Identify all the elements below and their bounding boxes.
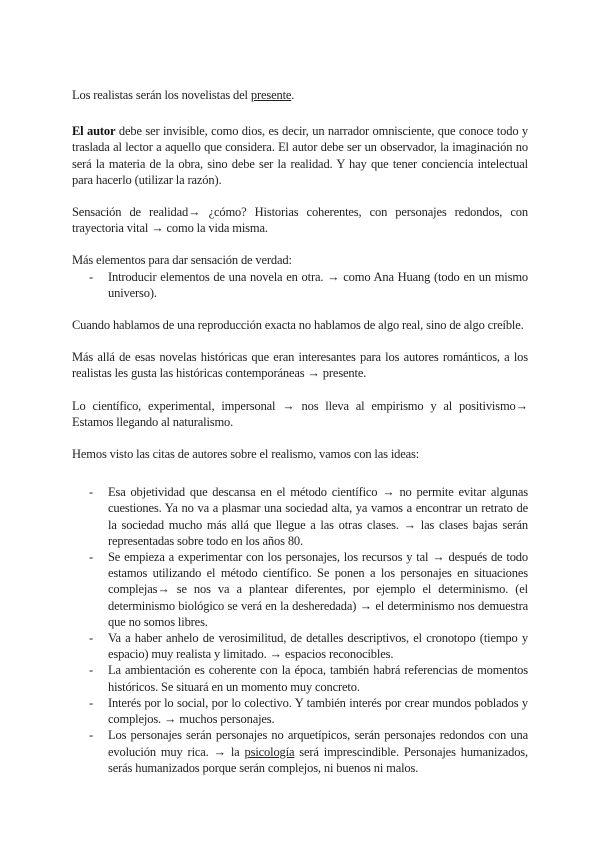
list-item: - Va a haber anhelo de verosimilitud, de detalles descriptivos, el cronotopo (tiempo y espacio) muy realista y limitado. → espacios reconocibles. <box>89 631 528 662</box>
list-ideas <box>72 484 528 776</box>
paragraph-sensacion: Sensación de realidad→ ¿cómo? Historias coherentes, con personajes redondos, con trayectoria vital → como la vida misma. <box>72 205 528 236</box>
list-item: - Se empieza a experimentar con los personajes, los recursos y tal → después de todo estamos utilizando el método científico. Se ponen a los personajes en situaciones complejas→ se nos va a plantear diferentes, por ejemplo el determinismo. (el determinismo biológico se verá en la desheredada) → el determinismo nos demuestra que no somos libres. <box>89 550 528 629</box>
document-page <box>72 87 528 776</box>
list-elementos <box>72 269 528 301</box>
psicologia-link[interactable]: psicología <box>244 744 295 759</box>
paragraph-reproduccion: Cuando hablamos de una reproducción exacta no hablamos de algo real, sino de algo creíble. <box>72 318 524 333</box>
list-item: - Introducir elementos de una novela en otra. → como Ana Huang (todo en un mismo universo). <box>89 269 528 300</box>
list-item: - Esa objetividad que descansa en el método científico → no permite evitar algunas cuestiones. Ya no va a plasmar una sociedad alta, ya vamos a encontrar un retrato de la sociedad mucho más allá que llegue a las otras clases. → las clases bajas serán representadas sobre todo en los años 80. <box>89 485 528 548</box>
paragraph-cientifico: Lo científico, experimental, impersonal → nos lleva al empirismo y al positivismo→ Estamos llegando al naturalismo. <box>72 398 528 429</box>
paragraph-elementos: Más elementos para dar sensación de verdad: <box>72 253 292 268</box>
paragraph-historicas: Más allá de esas novelas históricas que eran interesantes para los autores románticos, a los realistas les gusta las históricas contemporáneas → presente. <box>72 350 528 381</box>
list-item: - La ambientación es coherente con la época, también habrá referencias de momentos históricos. Se situará en un momento muy concreto. <box>89 663 528 694</box>
list-item: - Los personajes serán personajes no arquetípicos, serán personajes redondos con una evolución muy rica. → la psicología será imprescindible. Personajes humanizados, serás humanizados porque serán complejos, ni buenos ni malos. <box>89 728 528 775</box>
paragraph-ideas: Hemos visto las citas de autores sobre el realismo, vamos con las ideas: <box>72 447 420 462</box>
list-item: - Interés por lo social, por lo colectivo. Y también interés por crear mundos poblados y complejos. → muchos personajes. <box>89 695 528 727</box>
paragraph-realistas: Los realistas serán los novelistas del presente. <box>72 88 295 102</box>
autor-bold: El autor <box>72 124 116 139</box>
presente-link[interactable]: presente <box>250 88 292 102</box>
paragraph-autor: El autor debe ser invisible, como dios, es decir, un narrador omnisciente, que conoce todo y traslada al lector a aquello que considera. El autor debe ser un observador, la imaginación no será la materia de la obra, sino debe ser la realidad. Y hay que tener conciencia intelectual para hacerlo (utilizar la razón). <box>72 124 528 187</box>
